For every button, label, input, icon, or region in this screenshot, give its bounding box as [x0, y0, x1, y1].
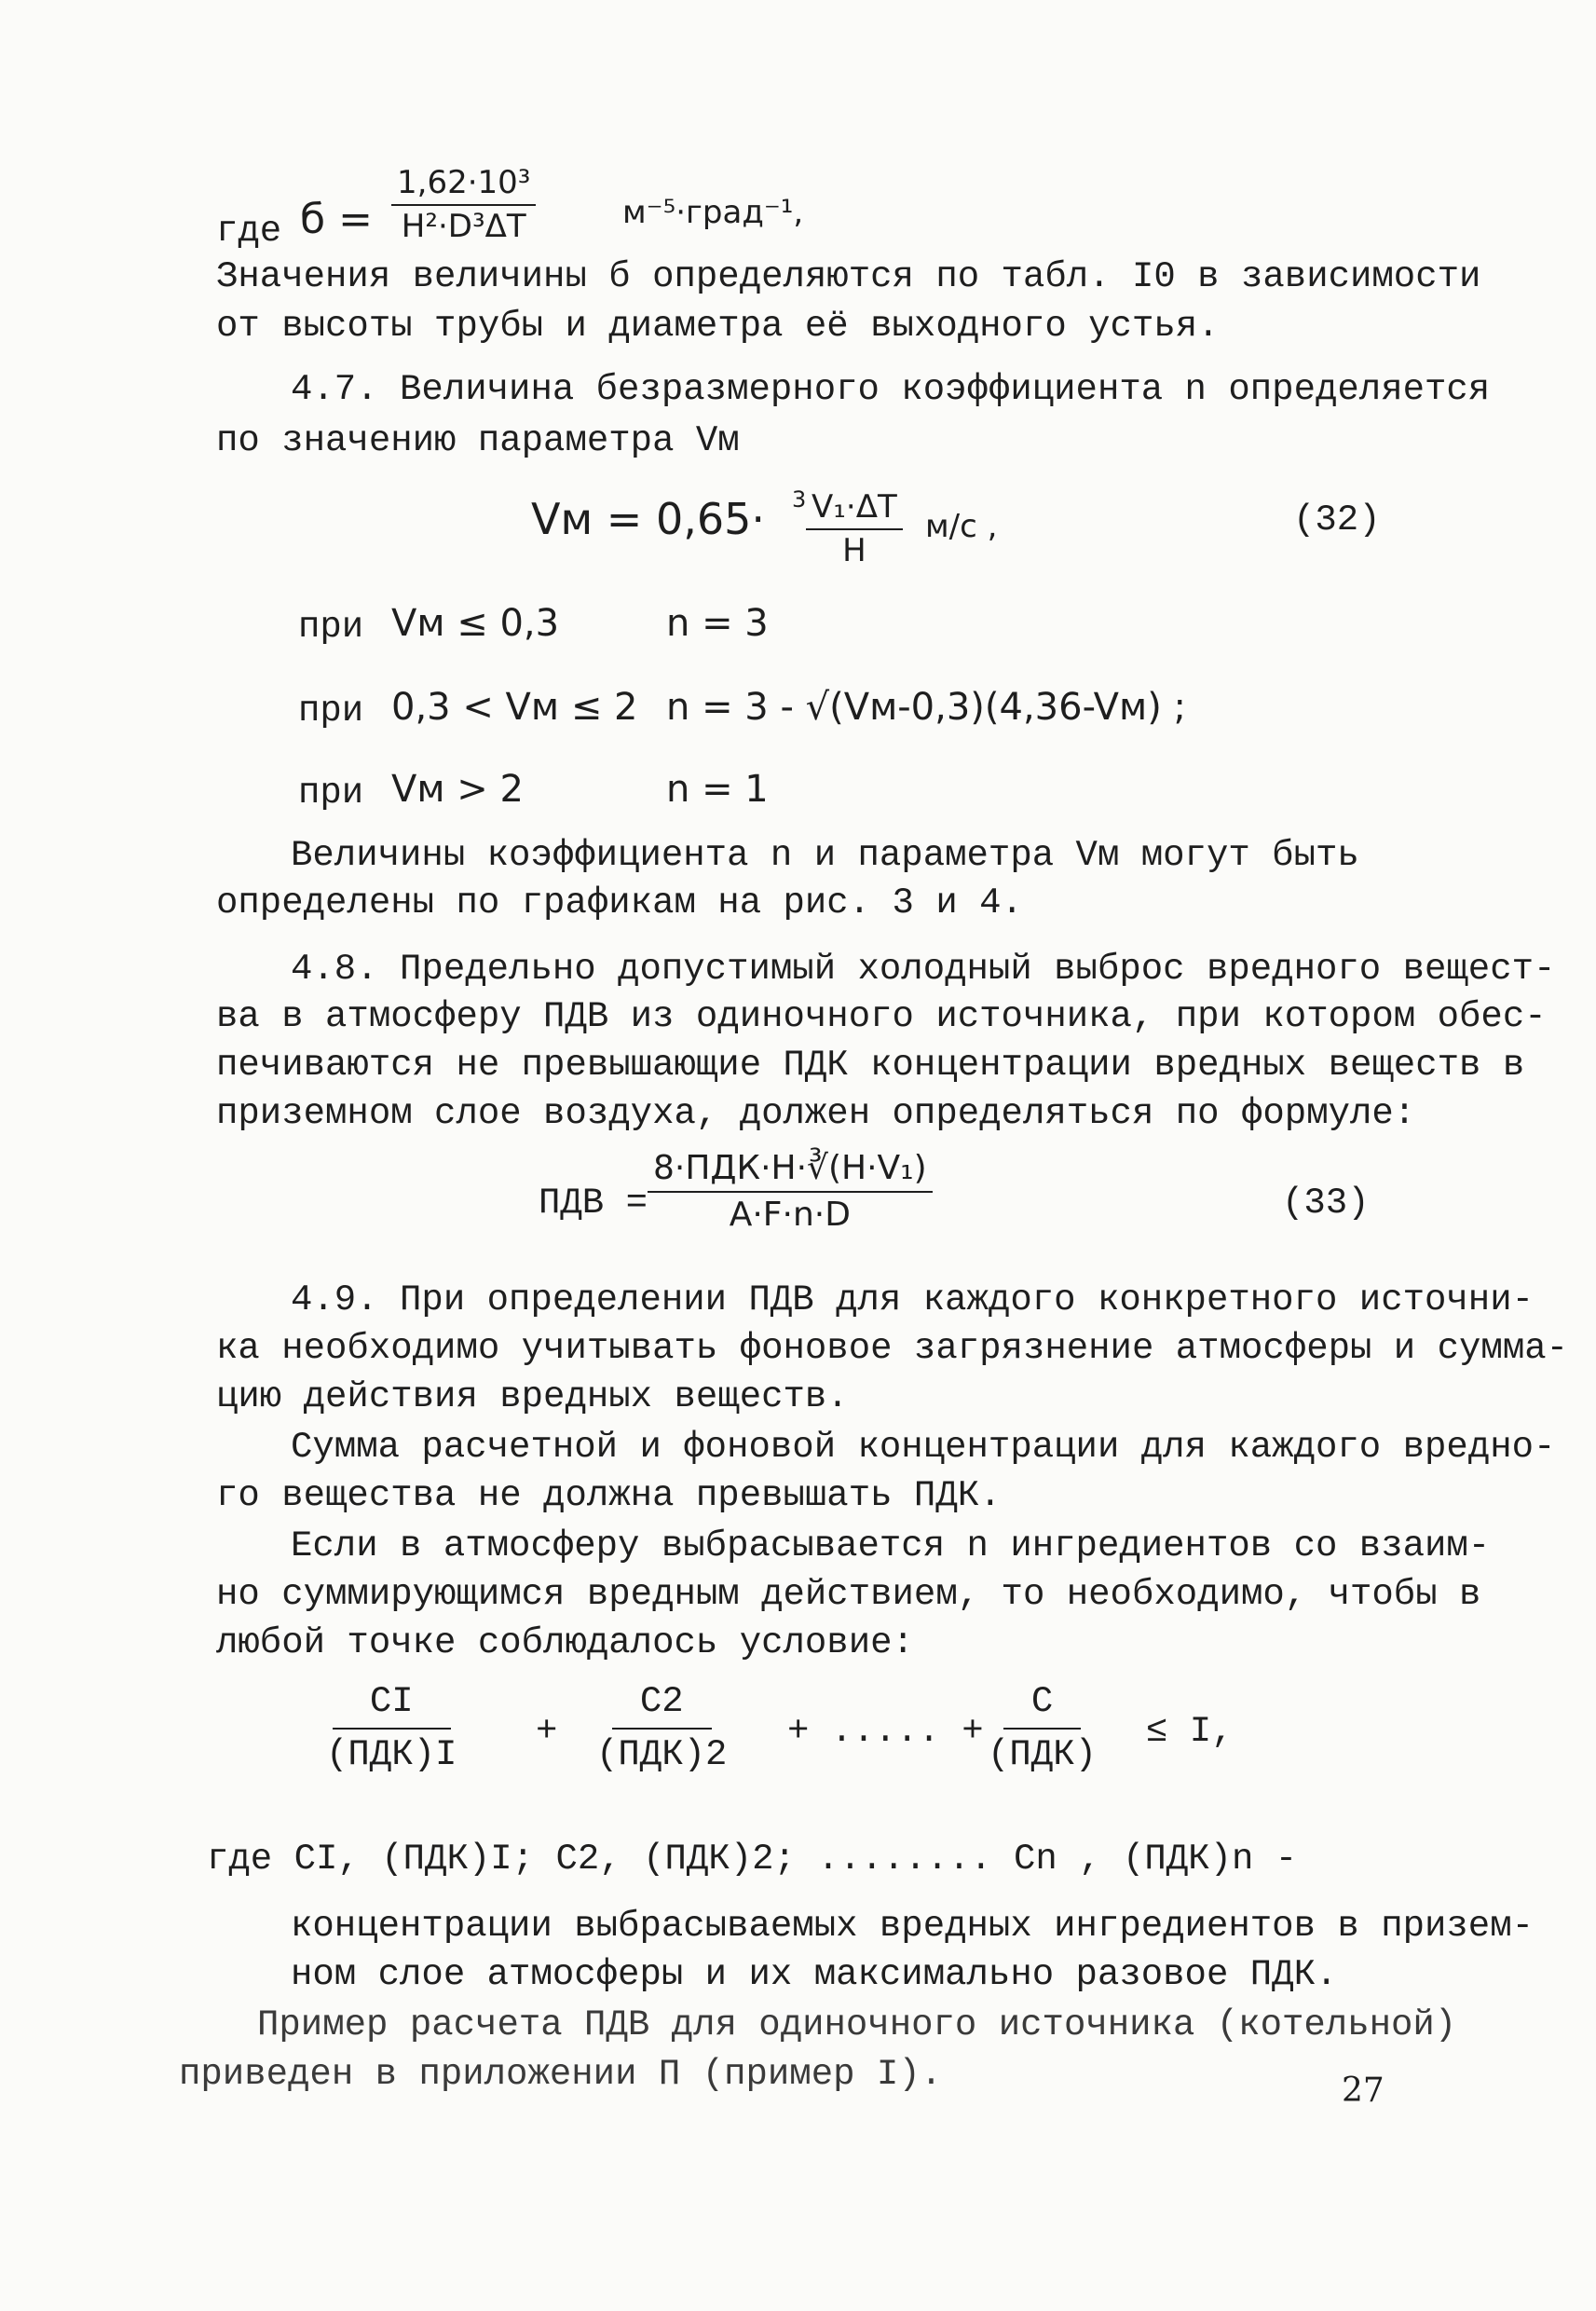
cond2-condition: 0,3 < Vм ≤ 2: [391, 686, 638, 729]
cond-f3-den: (ПДК): [988, 1733, 1098, 1775]
sum-note-line-1: Сумма расчетной и фоновой концентрации для каждого вредно-: [291, 1427, 1556, 1468]
graphs-note-line-1: Величины коэффициента n и параметра Vм могут быть: [291, 835, 1359, 876]
p48-line-3: печиваются не превышающие ПДК концентрации вредных веществ в: [216, 1045, 1525, 1086]
cond-rhs: ≤ I,: [1146, 1711, 1234, 1752]
b-denominator: H²·D³ΔT: [401, 208, 526, 246]
eq33-fraction: [648, 1150, 933, 1233]
b-note-line-1: Значения величины б определяются по табл. I0 в зависимости: [216, 256, 1481, 297]
page-number: 27: [1342, 2072, 1385, 2110]
sum-note-line-2: го вещества не должна превышать ПДК.: [216, 1475, 1002, 1516]
cond-f1-num: CI: [333, 1682, 451, 1730]
p48-line-2: ва в атмосферу ПДВ из одиночного источника, при котором обес-: [216, 996, 1547, 1037]
cond3-value: n = 1: [666, 768, 769, 811]
where2-line: где CI, (ПДК)I; C2, (ПДК)2; ........ Cn , (ПДК)n -: [207, 1839, 1298, 1880]
eq32-numerator: V₁·ΔT: [806, 490, 903, 530]
p49-line-3: цию действия вредных веществ.: [216, 1376, 849, 1417]
p49-line-1: 4.9. При определении ПДВ для каждого конкретного источни-: [291, 1279, 1535, 1320]
cond1-condition: Vм ≤ 0,3: [391, 602, 560, 645]
if-note-line-1: Если в атмосферу выбрасывается n ингредиентов со взаим-: [291, 1525, 1491, 1566]
cond-plus-1: +: [536, 1711, 558, 1752]
eq33-numerator: 8·ПДК·H·∛(H·V₁): [648, 1150, 933, 1193]
where2-desc-2: ном слое атмосферы и их максимально разовое ПДК.: [291, 1954, 1338, 1995]
if-note-line-3: любой точке соблюдалось условие:: [216, 1622, 914, 1663]
eq32-label: (32): [1293, 499, 1381, 540]
graphs-note-line-2: определены по графикам на рис. 3 и 4.: [216, 882, 1023, 923]
cond2-word: при: [298, 691, 364, 732]
cond-dots: + ..... +: [787, 1711, 984, 1752]
eq32-units: м/с ,: [925, 508, 998, 545]
p49-line-2: ка необходимо учитывать фоновое загрязнение атмосферы и сумма-: [216, 1328, 1569, 1369]
eq33-lhs: ПДВ =: [539, 1183, 648, 1224]
cond-f2-num: C2: [612, 1682, 712, 1730]
example-line-1: Пример расчета ПДВ для одиночного источника (котельной): [257, 2004, 1457, 2045]
cond3-condition: Vм > 2: [391, 768, 524, 811]
cond-f2-den: (ПДК)2: [596, 1733, 728, 1775]
p48-line-1: 4.8. Предельно допустимый холодный выброс вредного вещест-: [291, 949, 1556, 990]
p48-line-4: приземном слое воздуха, должен определяться по формуле:: [216, 1093, 1416, 1134]
b-note-line-2: от высоты трубы и диаметра её выходного устья.: [216, 306, 1220, 347]
cond2-value: n = 3 - √(Vм-0,3)(4,36-Vм) ;: [666, 686, 1186, 729]
eq33-denominator: A·F·n·D: [729, 1195, 851, 1234]
cond-fraction-3: [988, 1682, 1097, 1775]
cond-f1-den: (ПДК)I: [326, 1733, 457, 1775]
p47-line-1: 4.7. Величина безразмерного коэффициента n определяется: [291, 369, 1491, 410]
cond-f3-num: C: [1003, 1682, 1081, 1730]
cond1-value: n = 3: [666, 602, 769, 645]
b-symbol: б =: [300, 196, 373, 243]
eq32-radicand: [806, 490, 903, 569]
cond-fraction-2: [596, 1682, 727, 1775]
eq32-lhs: Vм = 0,65·: [531, 494, 766, 544]
where-label: где: [216, 211, 282, 252]
eq32-root-index: 3: [792, 486, 807, 513]
b-units: м⁻⁵·град⁻¹,: [622, 194, 804, 231]
p47-line-2: по значению параметра Vм: [216, 420, 740, 461]
if-note-line-2: но суммирующимся вредным действием, то необходимо, чтобы в: [216, 1574, 1481, 1615]
b-fraction: [391, 166, 536, 245]
where2-desc-1: концентрации выбрасываемых вредных ингредиентов в призем-: [291, 1906, 1535, 1947]
cond1-word: при: [298, 607, 364, 648]
cond-fraction-1: [326, 1682, 457, 1775]
eq33-label: (33): [1282, 1183, 1370, 1224]
example-line-2: приведен в приложении П (пример I).: [179, 2054, 943, 2095]
cond3-word: при: [298, 773, 364, 814]
eq32-denominator: H: [842, 532, 866, 570]
b-numerator: 1,62·10³: [391, 166, 536, 206]
